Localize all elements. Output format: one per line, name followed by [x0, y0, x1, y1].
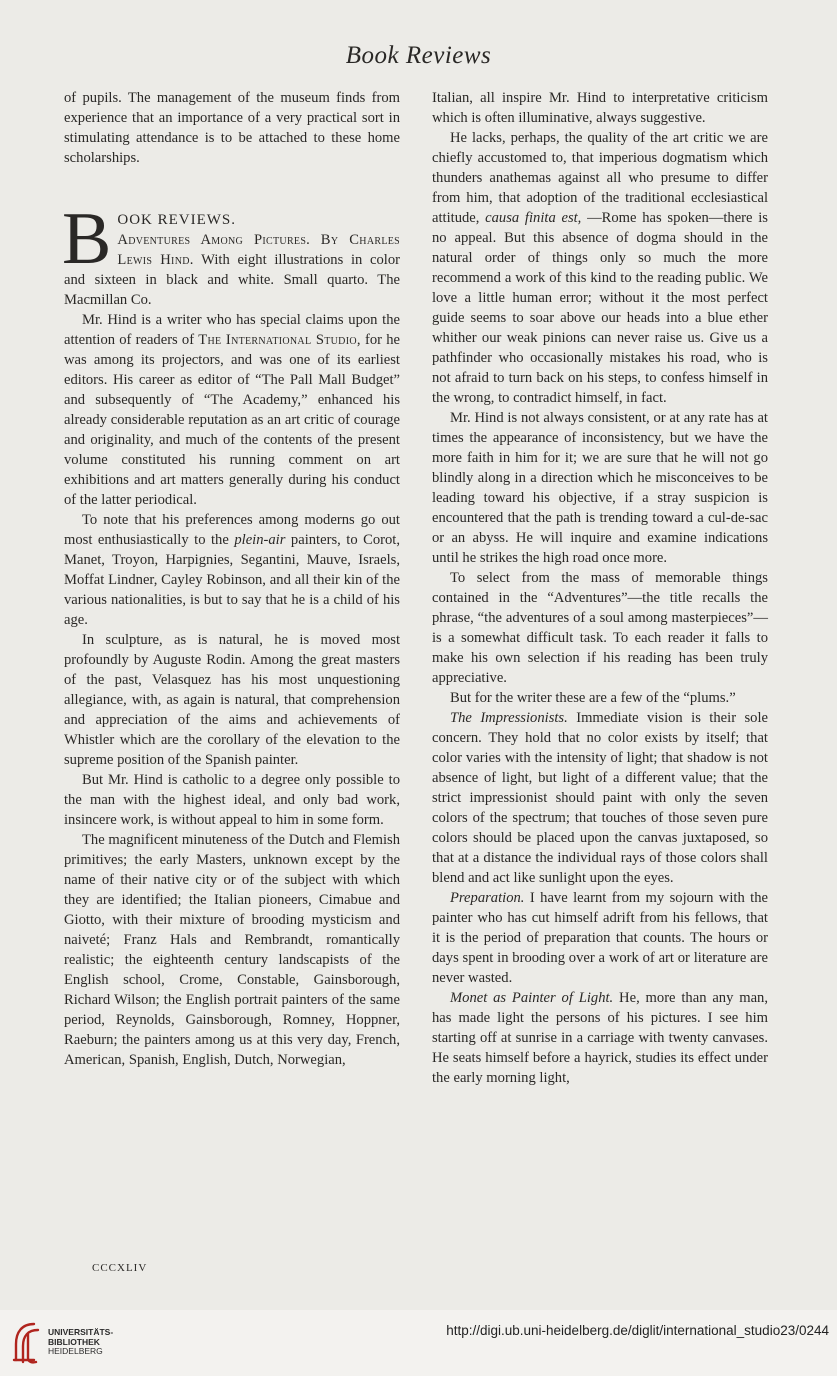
book-reviews-heading [62, 198, 401, 310]
paragraph: But for the writer these are a few of the “plums.” [450, 690, 736, 706]
paragraph: In sculpture, as is natural, he is moved most profoundly by Auguste Rodin. Among the great masters of the past, Velasquez has his most unquestioning allegiance, with, as again is natural, that comprehension and appreciation of the aims and achievements of Whistler which are the corollary of the elevation to the supreme position of the Spanish painter. [64, 632, 400, 768]
left-column [64, 88, 400, 1070]
digitization-footer [0, 1310, 837, 1376]
paragraph: To select from the mass of memorable things contained in the “Adventures”—the title recalls the phrase, “the adventures of a soul among masterpieces”—is a somewhat difficult task. To each reader it falls to make his own selection if his reading has been truly appreciative. [432, 570, 768, 686]
entry-details: With eight illustrations in color and sixteen in black and white. Small quarto. The Macmillan Co. [64, 252, 401, 308]
paragraph: The Impressionists. Immediate vision is their sole concern. They hold that no color exists by itself; that color varies with the intensity of light; that shadow is not absence of light, but light of a different value; that the strict impressionist should paint with only the seven colors of the spectrum; that touches of those seven pure colors should be placed upon the canvas juxtaposed, so that at a distance the individual rays of those colors shall blend and act like sunlight upon the eyes. [432, 710, 768, 886]
continuation-paragraph: of pupils. The management of the museum finds from experience that an importance of a very practical sort in stimulating attendance is to be attached to these home scholarships. [64, 90, 400, 166]
page-folio: CCCXLIV [92, 1262, 148, 1274]
drop-cap: B [62, 198, 112, 280]
paragraph: Preparation. I have learnt from my sojourn with the painter who has cut himself adrift from his fellows, that it is the period of preparation that counts. The hours or days spent in brooding over a work of art or literature are never wasted. [432, 890, 768, 986]
entry-title: Adventures Among Pictures. [117, 232, 311, 248]
source-url-link[interactable]: http://digi.ub.uni-heidelberg.de/diglit/international_studio23/0244 [446, 1323, 829, 1338]
review-entry [64, 230, 400, 310]
right-column [432, 88, 768, 1088]
entry-author: By Charles Lewis Hind. [117, 232, 400, 268]
paragraph: The magnificent minuteness of the Dutch and Flemish primitives; the early Masters, unknown except by the name of their native city or of the subject with which they are identified; the Italian pioneers, Cimabue and Giotto, with their mixture of brooding mysticism and naiveté; Franz Hals and Rembrandt, romantically realistic; the eighteenth century landscapists of the English school, Crome, Constable, Gainsborough, Richard Wilson; the English portrait painters of the same period, Reynolds, Gainsborough, Romney, Hoppner, Raeburn; the painters among us at this very day, French, American, Spanish, English, Dutch, Norwegian, [64, 832, 400, 1068]
section-title: OOK REVIEWS. [117, 212, 237, 228]
library-logo-icon [8, 1318, 44, 1366]
paragraph: To note that his preferences among moderns go out most enthusiastically to the plein-air painters, to Corot, Manet, Troyon, Harpignies, Segantini, Mauve, Israels, Moffat Lindner, Cayley Robinson, and all their kin of the various nationalities, is but to say that he is a child of his age. [64, 512, 400, 628]
paragraph: Mr. Hind is not always consistent, or at any rate has at times the appearance of inconsistency, but we have the more faith in him for it; we are sure that he will not go blindly along in a direction which he misconceives to be leading toward his objective, if a stray suspicion is encountered that the path is trending toward a cul-de-sac or an abyss. He will inquire and examine indications until he strikes the high road once more. [432, 410, 768, 566]
continuation-paragraph: Italian, all inspire Mr. Hind to interpretative criticism which is often illuminative, always suggestive. [432, 90, 768, 126]
paragraph: Monet as Painter of Light. He, more than any man, has made light the persons of his pictures. I see him starting off at sunrise in a carriage with twenty canvases. He seats himself before a hayrick, studies its effect under the early morning light, [432, 990, 769, 1086]
library-name: UNIVERSITÄTS- BIBLIOTHEK HEIDELBERG [48, 1327, 114, 1356]
paragraph: But Mr. Hind is catholic to a degree only possible to the man with the highest ideal, and only bad work, insincere work, is without appeal to him in some form. [64, 772, 400, 828]
paragraph: Mr. Hind is a writer who has special claims upon the attention of readers of The International Studio, for he was among its projectors, and was one of its earliest editors. His career as editor of “The Pall Mall Budget” and subsequently of “The Academy,” enhanced his already considerable reputation as an art critic of courage and originality, and much of the contents of the present volume constituted his running comment on art exhibitions and art matters generally during his conduct of the latter periodical. [64, 312, 400, 508]
running-head: Book Reviews [345, 42, 492, 69]
paragraph: He lacks, perhaps, the quality of the art critic we are chiefly accustomed to, that imperious dogmatism which thunders anathemas against all who presume to differ from him, that adoption of the traditional ecclesiastical attitude, causa finita est, —Rome has spoken—there is no appeal. But this absence of dogma should in the natural order of things only so much the more recommend a work of this kind to the reading public. We love a little human error; without it the most perfect guide seems to soar above our heads into a blue ether whither our weak pinions can never raise us. Give us a pathfinder who occasionally mistakes his road, who is not afraid to turn back on his steps, to confess himself in the wrong, to contradict himself, in fact. [432, 130, 768, 406]
